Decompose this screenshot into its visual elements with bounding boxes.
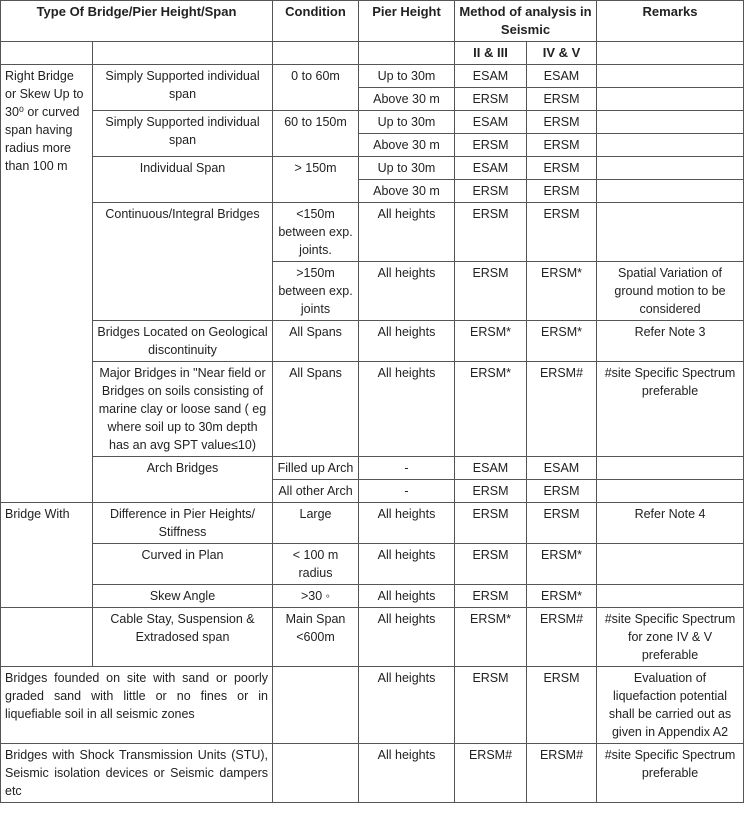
group-stu: Bridges with Shock Transmission Units (STU), Seismic isolation devices or Seismic dampers etc <box>1 744 273 803</box>
table-row <box>1 608 744 667</box>
zone-ii-iii-cell: ERSM# <box>455 744 527 803</box>
header-row <box>1 1 744 42</box>
pier-height-cell: All heights <box>359 608 455 667</box>
table-row <box>1 111 744 134</box>
zone-ii-iii-cell: ERSM <box>455 203 527 262</box>
table-row <box>1 65 744 88</box>
zone-iv-v-cell: ERSM <box>527 180 597 203</box>
table-row <box>1 321 744 362</box>
pier-height-cell: All heights <box>359 585 455 608</box>
pier-height-cell: All heights <box>359 362 455 457</box>
zone-iv-v-cell: ERSM# <box>527 744 597 803</box>
header-zone-ii-iii: II & III <box>455 42 527 65</box>
header-method: Method of analysis in Seismic <box>455 1 597 42</box>
pier-height-cell: Above 30 m <box>359 180 455 203</box>
remarks-cell: #site Specific Spectrum preferable <box>597 744 744 803</box>
remarks-cell: Spatial Variation of ground motion to be considered <box>597 262 744 321</box>
subheader-row <box>1 42 744 65</box>
condition-cell: >30 ◦ <box>273 585 359 608</box>
type-cell: Individual Span <box>93 157 273 203</box>
zone-iv-v-cell: ERSM <box>527 667 597 744</box>
remarks-cell: Refer Note 4 <box>597 503 744 544</box>
condition-cell: > 150m <box>273 157 359 203</box>
remarks-cell <box>597 88 744 111</box>
pier-height-cell: Up to 30m <box>359 157 455 180</box>
remarks-cell: Evaluation of liquefaction potential shall be carried out as given in Appendix A2 <box>597 667 744 744</box>
header-pier-height: Pier Height <box>359 1 455 42</box>
zone-iv-v-cell: ERSM* <box>527 544 597 585</box>
remarks-cell <box>597 65 744 88</box>
zone-iv-v-cell: ERSM <box>527 480 597 503</box>
pier-height-cell: All heights <box>359 503 455 544</box>
zone-ii-iii-cell: ERSM* <box>455 608 527 667</box>
remarks-cell <box>597 111 744 134</box>
zone-iv-v-cell: ERSM <box>527 88 597 111</box>
zone-iv-v-cell: ESAM <box>527 65 597 88</box>
table-row <box>1 585 744 608</box>
remarks-cell: #site Specific Spectrum for zone IV & V preferable <box>597 608 744 667</box>
type-cell: Difference in Pier Heights/ Stiffness <box>93 503 273 544</box>
group-bridge-with: Bridge With <box>1 503 93 608</box>
remarks-cell: Refer Note 3 <box>597 321 744 362</box>
remarks-cell <box>597 157 744 180</box>
pier-height-cell: All heights <box>359 321 455 362</box>
condition-cell: Main Span <600m <box>273 608 359 667</box>
condition-cell: >150m between exp. joints <box>273 262 359 321</box>
condition-cell: All Spans <box>273 362 359 457</box>
zone-ii-iii-cell: ERSM* <box>455 321 527 362</box>
condition-cell: 60 to 150m <box>273 111 359 157</box>
table-row <box>1 362 744 457</box>
type-cell: Curved in Plan <box>93 544 273 585</box>
table-row <box>1 667 744 744</box>
table-row <box>1 203 744 262</box>
type-cell: Major Bridges in "Near field or Bridges on soils consisting of marine clay or loose sand ( eg where soil up to 30m depth has an avg SPT value≤10) <box>93 362 273 457</box>
type-cell: Bridges Located on Geological discontinuity <box>93 321 273 362</box>
remarks-cell: #site Specific Spectrum preferable <box>597 362 744 457</box>
group-right-bridge: Right Bridge or Skew Up to 30⁰ or curved span having radius more than 100 m <box>1 65 93 503</box>
pier-height-cell: Up to 30m <box>359 111 455 134</box>
header-condition: Condition <box>273 1 359 42</box>
type-cell: Continuous/Integral Bridges <box>93 203 273 321</box>
zone-iv-v-cell: ERSM# <box>527 362 597 457</box>
zone-iv-v-cell: ERSM <box>527 503 597 544</box>
zone-ii-iii-cell: ERSM* <box>455 362 527 457</box>
pier-height-cell: - <box>359 457 455 480</box>
zone-iv-v-cell: ERSM* <box>527 585 597 608</box>
condition-cell: All Spans <box>273 321 359 362</box>
pier-height-cell: All heights <box>359 203 455 262</box>
type-cell: Simply Supported individual span <box>93 111 273 157</box>
condition-cell: < 100 m radius <box>273 544 359 585</box>
table-row <box>1 457 744 480</box>
type-cell: Simply Supported individual span <box>93 65 273 111</box>
zone-iv-v-cell: ERSM# <box>527 608 597 667</box>
pier-height-cell: Above 30 m <box>359 88 455 111</box>
zone-iv-v-cell: ERSM <box>527 157 597 180</box>
zone-ii-iii-cell: ERSM <box>455 480 527 503</box>
condition-cell <box>273 744 359 803</box>
remarks-cell <box>597 544 744 585</box>
zone-ii-iii-cell: ESAM <box>455 157 527 180</box>
table-row <box>1 157 744 180</box>
table-row <box>1 744 744 803</box>
type-cell: Arch Bridges <box>93 457 273 503</box>
header-type: Type Of Bridge/Pier Height/Span <box>1 1 273 42</box>
zone-ii-iii-cell: ERSM <box>455 503 527 544</box>
zone-ii-iii-cell: ERSM <box>455 262 527 321</box>
pier-height-cell: All heights <box>359 744 455 803</box>
zone-ii-iii-cell: ERSM <box>455 544 527 585</box>
zone-iv-v-cell: ESAM <box>527 457 597 480</box>
remarks-cell <box>597 203 744 262</box>
condition-cell: Filled up Arch <box>273 457 359 480</box>
zone-ii-iii-cell: ERSM <box>455 585 527 608</box>
pier-height-cell: All heights <box>359 544 455 585</box>
zone-ii-iii-cell: ESAM <box>455 457 527 480</box>
condition-cell: Large <box>273 503 359 544</box>
condition-cell: All other Arch <box>273 480 359 503</box>
pier-height-cell: All heights <box>359 667 455 744</box>
zone-iv-v-cell: ERSM <box>527 111 597 134</box>
condition-cell: <150m between exp. joints. <box>273 203 359 262</box>
remarks-cell <box>597 457 744 480</box>
remarks-cell <box>597 480 744 503</box>
zone-ii-iii-cell: ESAM <box>455 65 527 88</box>
zone-ii-iii-cell: ESAM <box>455 111 527 134</box>
condition-cell: 0 to 60m <box>273 65 359 111</box>
type-cell: Skew Angle <box>93 585 273 608</box>
group-sand-site: Bridges founded on site with sand or poorly graded sand with little or no fines or in liquefiable soil in all seismic zones <box>1 667 273 744</box>
zone-ii-iii-cell: ERSM <box>455 180 527 203</box>
zone-iv-v-cell: ERSM <box>527 134 597 157</box>
table-row <box>1 544 744 585</box>
remarks-cell <box>597 180 744 203</box>
pier-height-cell: Above 30 m <box>359 134 455 157</box>
condition-cell <box>273 667 359 744</box>
zone-ii-iii-cell: ERSM <box>455 88 527 111</box>
pier-height-cell: All heights <box>359 262 455 321</box>
remarks-cell <box>597 585 744 608</box>
header-remarks: Remarks <box>597 1 744 42</box>
remarks-cell <box>597 134 744 157</box>
zone-ii-iii-cell: ERSM <box>455 667 527 744</box>
pier-height-cell: Up to 30m <box>359 65 455 88</box>
zone-iv-v-cell: ERSM <box>527 203 597 262</box>
zone-iv-v-cell: ERSM* <box>527 262 597 321</box>
zone-iv-v-cell: ERSM* <box>527 321 597 362</box>
type-cell: Cable Stay, Suspension & Extradosed span <box>93 608 273 667</box>
table-row <box>1 503 744 544</box>
header-zone-iv-v: IV & V <box>527 42 597 65</box>
pier-height-cell: - <box>359 480 455 503</box>
zone-ii-iii-cell: ERSM <box>455 134 527 157</box>
